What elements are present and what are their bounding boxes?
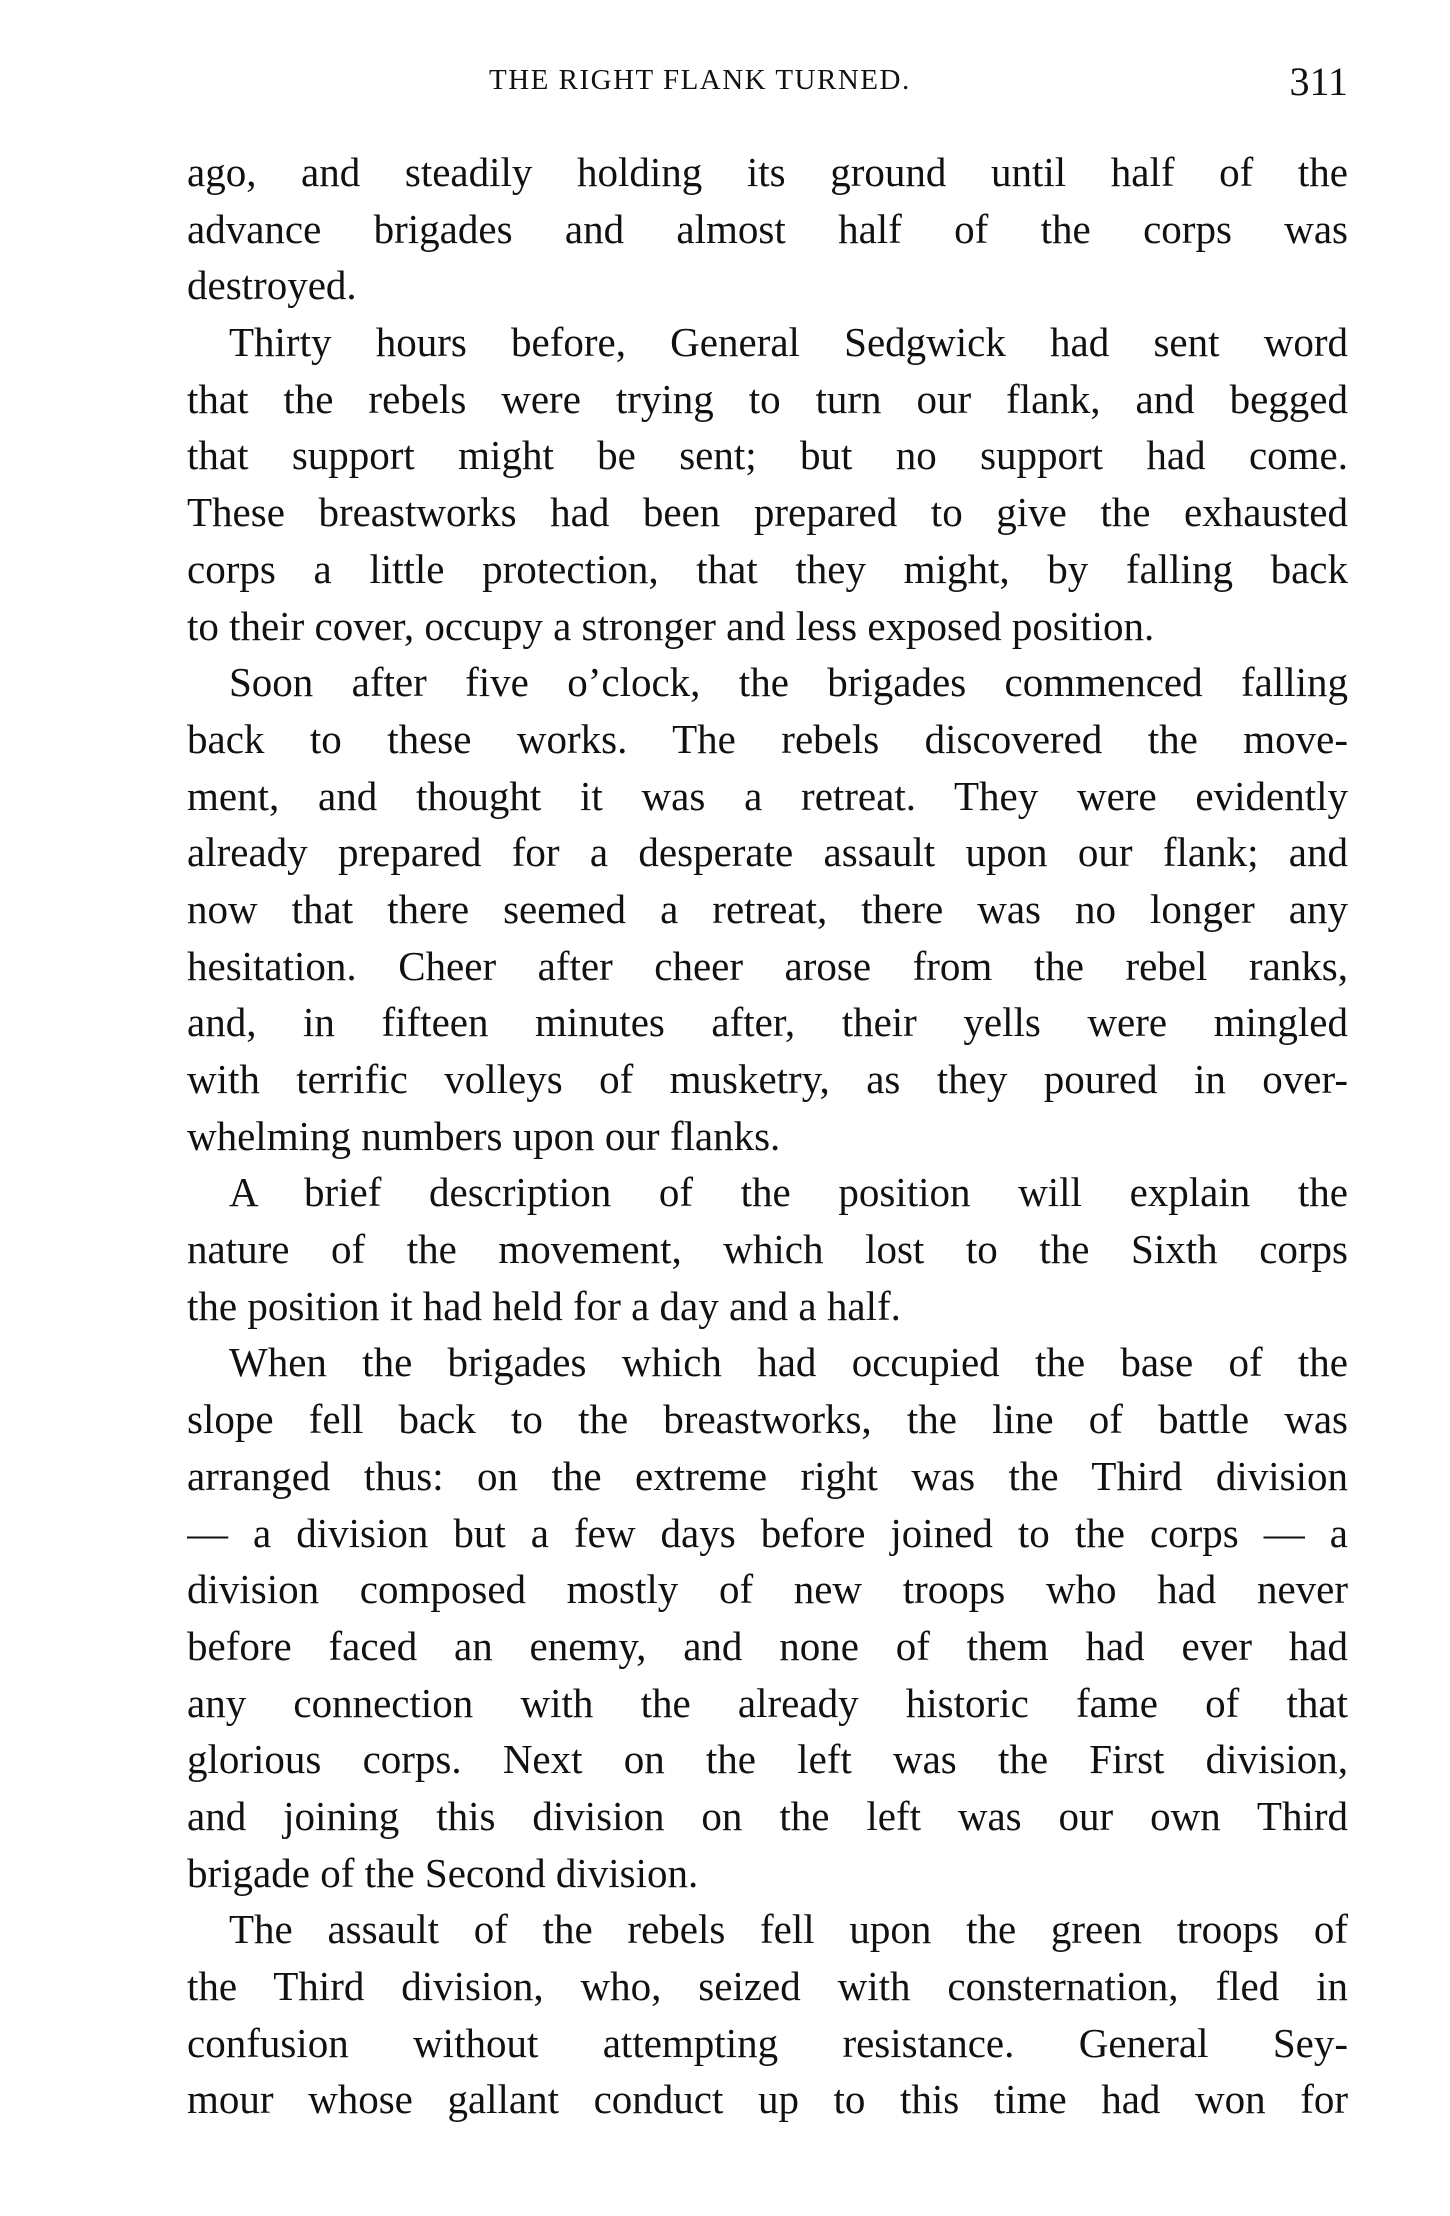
text-line: ago, and steadily holding its ground until half of the — [187, 149, 1348, 195]
text-line: the position it had held for a day and a half. — [187, 1282, 901, 1329]
paragraph — [187, 1164, 1348, 1334]
running-head-title: THE RIGHT FLANK TURNED. — [489, 64, 911, 96]
text-line: back to these works. The rebels discovered the move- — [187, 715, 1348, 762]
paragraph — [187, 654, 1348, 1164]
paragraph — [187, 144, 1348, 314]
text-line: Thirty hours before, General Sedgwick had sent word — [229, 319, 1348, 366]
text-line: brigade of the Second division. — [187, 1849, 699, 1896]
text-line: ment, and thought it was a retreat. They were evidently — [187, 772, 1348, 819]
text-line: glorious corps. Next on the left was the First division, — [187, 1736, 1348, 1783]
paragraph — [187, 1901, 1348, 2128]
text-line: confusion without attempting resistance. General Sey- — [187, 2019, 1348, 2066]
text-line: now that there seemed a retreat, there was no longer any — [187, 885, 1348, 932]
text-line: advance brigades and almost half of the corps was — [187, 205, 1348, 252]
text-line: already prepared for a desperate assault upon our flank; and — [187, 829, 1348, 876]
text-line: and, in fifteen minutes after, their yells were mingled — [187, 999, 1348, 1046]
paragraph — [187, 314, 1348, 654]
text-line: hesitation. Cheer after cheer arose from the rebel ranks, — [187, 942, 1348, 989]
text-line: These breastworks had been prepared to give the exhausted — [187, 489, 1348, 536]
text-line: any connection with the already historic fame of that — [187, 1679, 1348, 1726]
text-line: whelming numbers upon our flanks. — [187, 1112, 781, 1159]
text-line: that the rebels were trying to turn our flank, and begged — [187, 375, 1348, 422]
text-line: arranged thus: on the extreme right was the Third division — [187, 1452, 1348, 1499]
text-line: When the brigades which had occupied the base of the — [229, 1339, 1348, 1386]
body-text — [187, 144, 1348, 2128]
text-line: before faced an enemy, and none of them had ever had — [187, 1622, 1348, 1669]
text-line: the Third division, who, seized with consternation, fled in — [187, 1963, 1348, 2009]
text-line: A brief description of the position will explain the — [229, 1169, 1348, 1216]
text-line: mour whose gallant conduct up to this time had won for — [187, 2076, 1348, 2123]
text-line: corps a little protection, that they might, by falling back — [187, 545, 1348, 592]
text-line: to their cover, occupy a stronger and less exposed position. — [187, 602, 1155, 649]
text-line: and joining this division on the left was our own Third — [187, 1792, 1348, 1839]
text-line: with terrific volleys of musketry, as they poured in over- — [187, 1056, 1348, 1102]
text-line: nature of the movement, which lost to the Sixth corps — [187, 1226, 1348, 1273]
text-line: — a division but a few days before joined to the corps — a — [187, 1509, 1348, 1556]
text-line: destroyed. — [187, 262, 357, 309]
text-line: The assault of the rebels fell upon the green troops of — [229, 1906, 1348, 1953]
page-number: 311 — [1289, 59, 1348, 104]
text-line: Soon after five o’clock, the brigades commenced falling — [229, 659, 1348, 706]
text-line: that support might be sent; but no support had come. — [187, 432, 1348, 479]
running-head — [187, 58, 1348, 108]
text-line: slope fell back to the breastworks, the line of battle was — [187, 1396, 1348, 1443]
text-line: division composed mostly of new troops who had never — [187, 1566, 1348, 1613]
paragraph — [187, 1334, 1348, 1901]
